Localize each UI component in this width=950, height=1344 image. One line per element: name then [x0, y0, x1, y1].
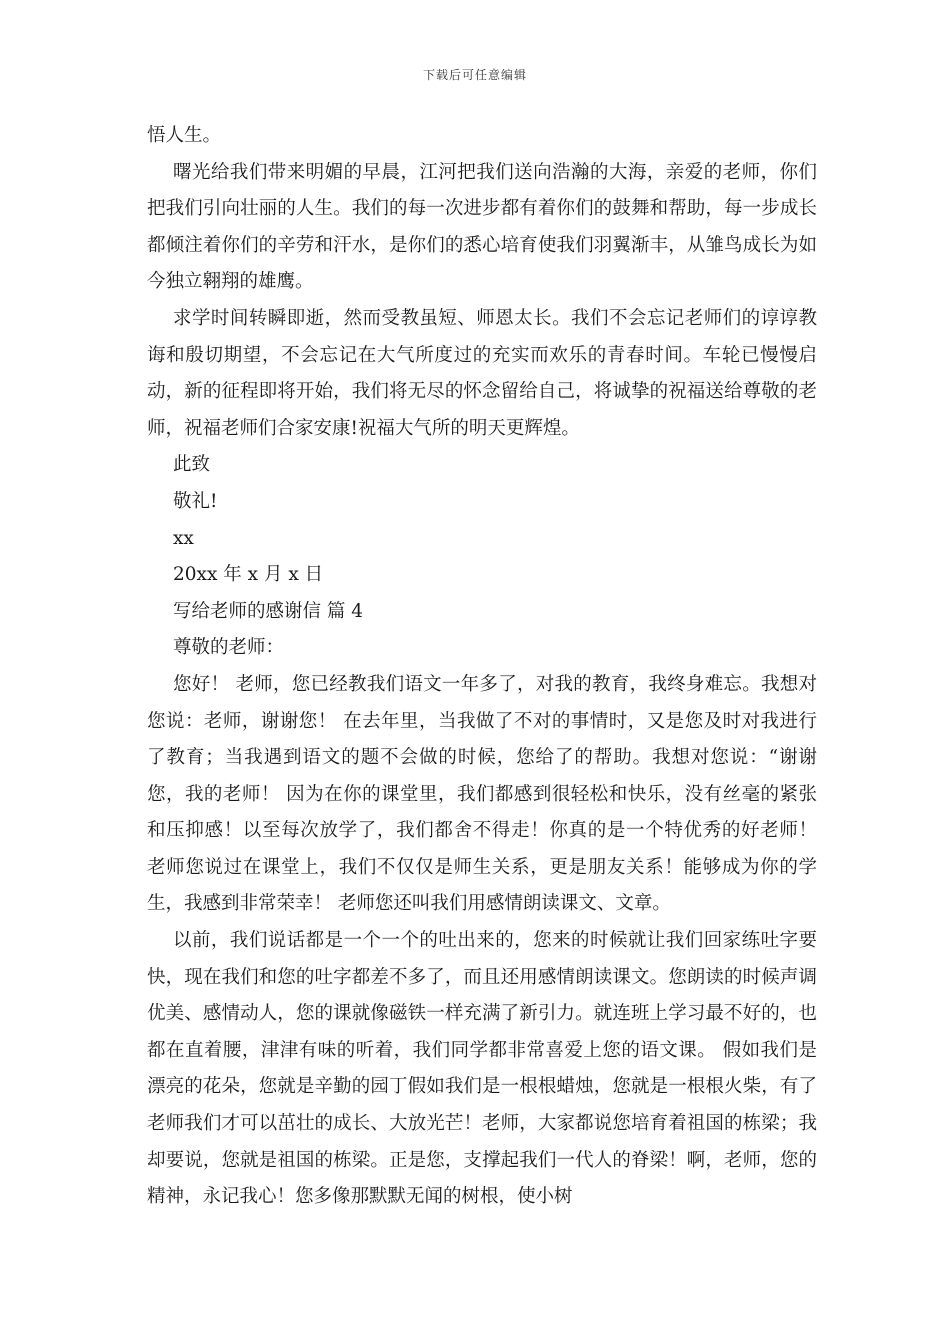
paragraph-study-time: 求学时间转瞬即逝，然而受教虽短、师恩太长。我们不会忘记老师们的谆谆教诲和殷切期望，不会忘记在大气所度过的充实而欢乐的青春时间。车轮已慢慢启动，新的征程即将开始，我们将无尽的怀念留给自己，将诚挚的祝福送给尊敬的老师，祝福老师们合家安康!祝福大气所的明天更辉煌。: [147, 307, 817, 439]
section-title: 写给老师的感谢信 篇 4: [173, 600, 364, 622]
paragraph-thanks: 您好！ 老师，您已经教我们语文一年多了，对我的教育，我终身难忘。我想对您说：老师，谢谢您！ 在去年里，当我做了不对的事情时，又是您及时对我进行了教育；当我遇到语文的题不会做的时候，您给了的帮助。我想对您说：“谢谢您，我的老师！ 因为在你的课堂里，我们都感到很轻松和快乐，没有丝毫的紧张和压抑感！以至每次放学了，我们都舍不得走！你真的是一个特优秀的好老师！ 老师您说过在课堂上，我们不仅仅是师生关系，更是朋友关系！能够成为你的学生，我感到非常荣幸！ 老师您还叫我们用感情朗读课文、文章。: [147, 673, 817, 915]
paragraph-continuation: 悟人生。: [147, 125, 222, 146]
closing-line-2: 敬礼!: [173, 490, 218, 512]
greeting: 尊敬的老师：: [173, 637, 285, 659]
date-line: 20xx 年 x 月 x 日: [173, 564, 324, 586]
paragraph-dawn: 曙光给我们带来明媚的早晨，江河把我们送向浩瀚的大海，亲爱的老师，你们把我们引向壮丽的人生。我们的每一次进步都有着你们的鼓舞和帮助，每一步成长都倾注着你们的辛劳和汗水，是你们的悉心培育使我们羽翼渐丰，从雏鸟成长为如今独立翱翔的雄鹰。: [147, 161, 817, 293]
paragraph-reading: 以前，我们说话都是一个一个的吐出来的，您来的时候就让我们回家练吐字要快，现在我们和您的吐字都差不多了，而且还用感情朗读课文。您朗读的时候声调优美、感情动人，您的课就像磁铁一样充满了新引力。就连班上学习最不好的，也都在直着腰，津津有味的听着，我们同学都非常喜爱上您的语文课。 假如我们是漂亮的花朵，您就是辛勤的园丁假如我们是一根根蜡烛，您就是一根根火柴，有了老师我们才可以茁壮的成长、大放光芒！老师，大家都说您培育着祖国的栋梁；我却要说，您就是祖国的栋梁。正是您，支撑起我们一代人的脊梁！啊，老师，您的精神，永记我心！您多像那默默无闻的树根，使小树: [147, 930, 817, 1208]
document-body: [147, 118, 817, 1216]
signature: xx: [173, 527, 194, 549]
closing-line-1: 此致: [173, 454, 211, 476]
page-header: 下载后可任意编辑: [422, 68, 527, 82]
